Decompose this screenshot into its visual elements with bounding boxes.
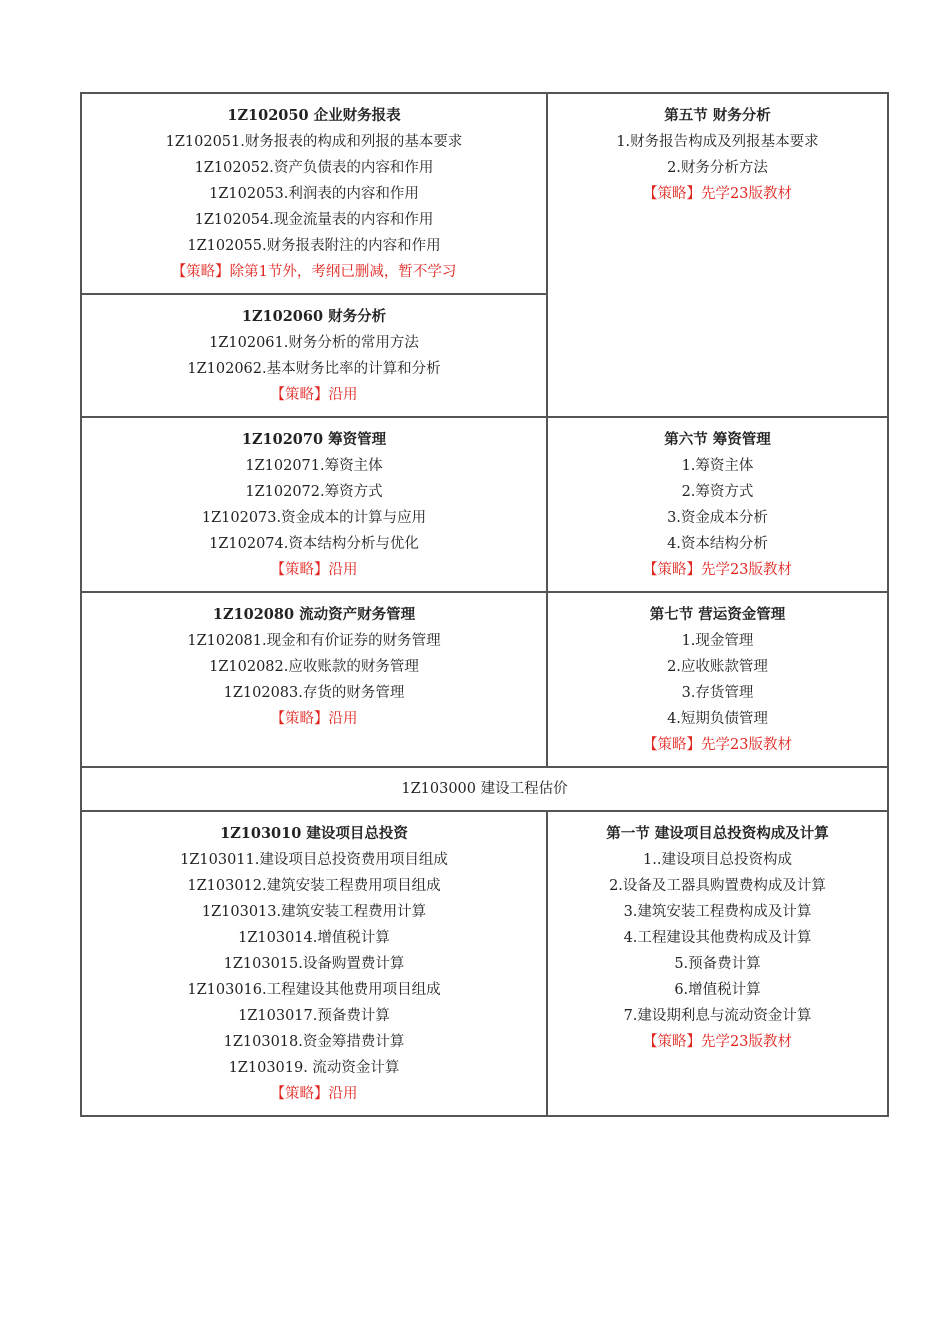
section-title: 1Z102080 流动资产财务管理: [212, 606, 416, 623]
list-item: 2.设备及工器具购置费构成及计算: [609, 878, 826, 894]
syllabus-comparison-table: [80, 92, 889, 1117]
list-item: 2.应收账款管理: [667, 659, 768, 675]
list-item: 7.建设期利息与流动资金计算: [623, 1008, 812, 1024]
strategy-note: 【策略】除第1节外，考纲已删减，暂不学习: [171, 264, 457, 280]
list-item: 1.筹资主体: [681, 458, 754, 474]
list-item: 1Z103013.建筑安装工程费用计算: [201, 904, 427, 920]
old-syllabus-cell: [81, 417, 547, 592]
list-item: 2.筹资方式: [681, 484, 754, 500]
list-item: 1Z103014.增值税计算: [238, 930, 390, 946]
strategy-note: 【策略】沿用: [270, 562, 358, 578]
list-item: 1Z102072.筹资方式: [245, 484, 383, 500]
list-item: 1Z102061.财务分析的常用方法: [209, 335, 419, 351]
new-textbook-cell: [547, 417, 888, 592]
list-item: 3.资金成本分析: [667, 510, 768, 526]
strategy-note: 【策略】先学23版教材: [643, 186, 792, 202]
list-item: 1..建设项目总投资构成: [643, 852, 792, 868]
old-syllabus-cell: [81, 592, 547, 767]
section-title: 第五节 财务分析: [664, 107, 771, 124]
section-title: 第一节 建设项目总投资构成及计算: [606, 825, 829, 842]
list-item: 3.存货管理: [681, 685, 754, 701]
section-title: 1Z102050 企业财务报表: [227, 107, 401, 124]
strategy-note: 【策略】先学23版教材: [643, 562, 792, 578]
section-title: 1Z102070 筹资管理: [241, 431, 387, 448]
list-item: 1Z102073.资金成本的计算与应用: [201, 510, 427, 526]
section-title: 第七节 营运资金管理: [649, 606, 786, 623]
strategy-note: 【策略】沿用: [270, 387, 358, 403]
strategy-note: 【策略】先学23版教材: [643, 737, 792, 753]
list-item: 1Z102071.筹资主体: [245, 458, 383, 474]
list-item: 1Z103015.设备购置费计算: [223, 956, 405, 972]
list-item: 1Z102053.利润表的内容和作用: [209, 186, 419, 202]
table-row: [81, 767, 888, 811]
list-item: 1.财务报告构成及列报基本要求: [616, 134, 819, 150]
table-row: [81, 811, 888, 1116]
new-textbook-cell: [547, 592, 888, 767]
list-item: 1Z102074.资本结构分析与优化: [209, 536, 419, 552]
section-title: 1Z103010 建设项目总投资: [220, 825, 408, 842]
list-item: 2.财务分析方法: [667, 160, 768, 176]
list-item: 1Z103018.资金筹措费计算: [223, 1034, 405, 1050]
section-title: 1Z102060 财务分析: [241, 308, 387, 325]
list-item: 1Z103011.建设项目总投资费用项目组成: [180, 852, 448, 868]
list-item: 1Z103019. 流动资金计算: [228, 1060, 400, 1076]
table-row: [81, 417, 888, 592]
list-item: 1Z102051.财务报表的构成和列报的基本要求: [165, 134, 463, 150]
chapter-title: 1Z103000 建设工程估价: [401, 781, 568, 797]
new-textbook-cell: [547, 811, 888, 1116]
list-item: 4.短期负债管理: [667, 711, 768, 727]
list-item: 1Z102083.存货的财务管理: [223, 685, 405, 701]
old-syllabus-cell: [81, 811, 547, 1116]
list-item: 1Z102054.现金流量表的内容和作用: [194, 212, 434, 228]
list-item: 1Z103016.工程建设其他费用项目组成: [187, 982, 441, 998]
list-item: 4.资本结构分析: [667, 536, 768, 552]
list-item: 4.工程建设其他费构成及计算: [623, 930, 812, 946]
list-item: 1Z102052.资产负债表的内容和作用: [194, 160, 434, 176]
list-item: 1Z103012.建筑安装工程费用项目组成: [187, 878, 441, 894]
list-item: 1Z103017.预备费计算: [238, 1008, 390, 1024]
list-item: 6.增值税计算: [674, 982, 761, 998]
list-item: 3.建筑安装工程费构成及计算: [623, 904, 812, 920]
chapter-header-cell: [81, 767, 888, 811]
list-item: 5.预备费计算: [674, 956, 761, 972]
strategy-note: 【策略】沿用: [270, 711, 358, 727]
table-row: [81, 93, 888, 294]
list-item: 1Z102055.财务报表附注的内容和作用: [187, 238, 441, 254]
table-row: [81, 592, 888, 767]
list-item: 1Z102082.应收账款的财务管理: [209, 659, 419, 675]
list-item: 1Z102081.现金和有价证券的财务管理: [187, 633, 441, 649]
old-syllabus-cell: [81, 294, 547, 417]
section-title: 第六节 筹资管理: [664, 431, 771, 448]
strategy-note: 【策略】沿用: [270, 1086, 358, 1102]
list-item: 1.现金管理: [681, 633, 754, 649]
old-syllabus-cell: [81, 93, 547, 294]
strategy-note: 【策略】先学23版教材: [643, 1034, 792, 1050]
new-textbook-cell: [547, 93, 888, 417]
list-item: 1Z102062.基本财务比率的计算和分析: [187, 361, 441, 377]
